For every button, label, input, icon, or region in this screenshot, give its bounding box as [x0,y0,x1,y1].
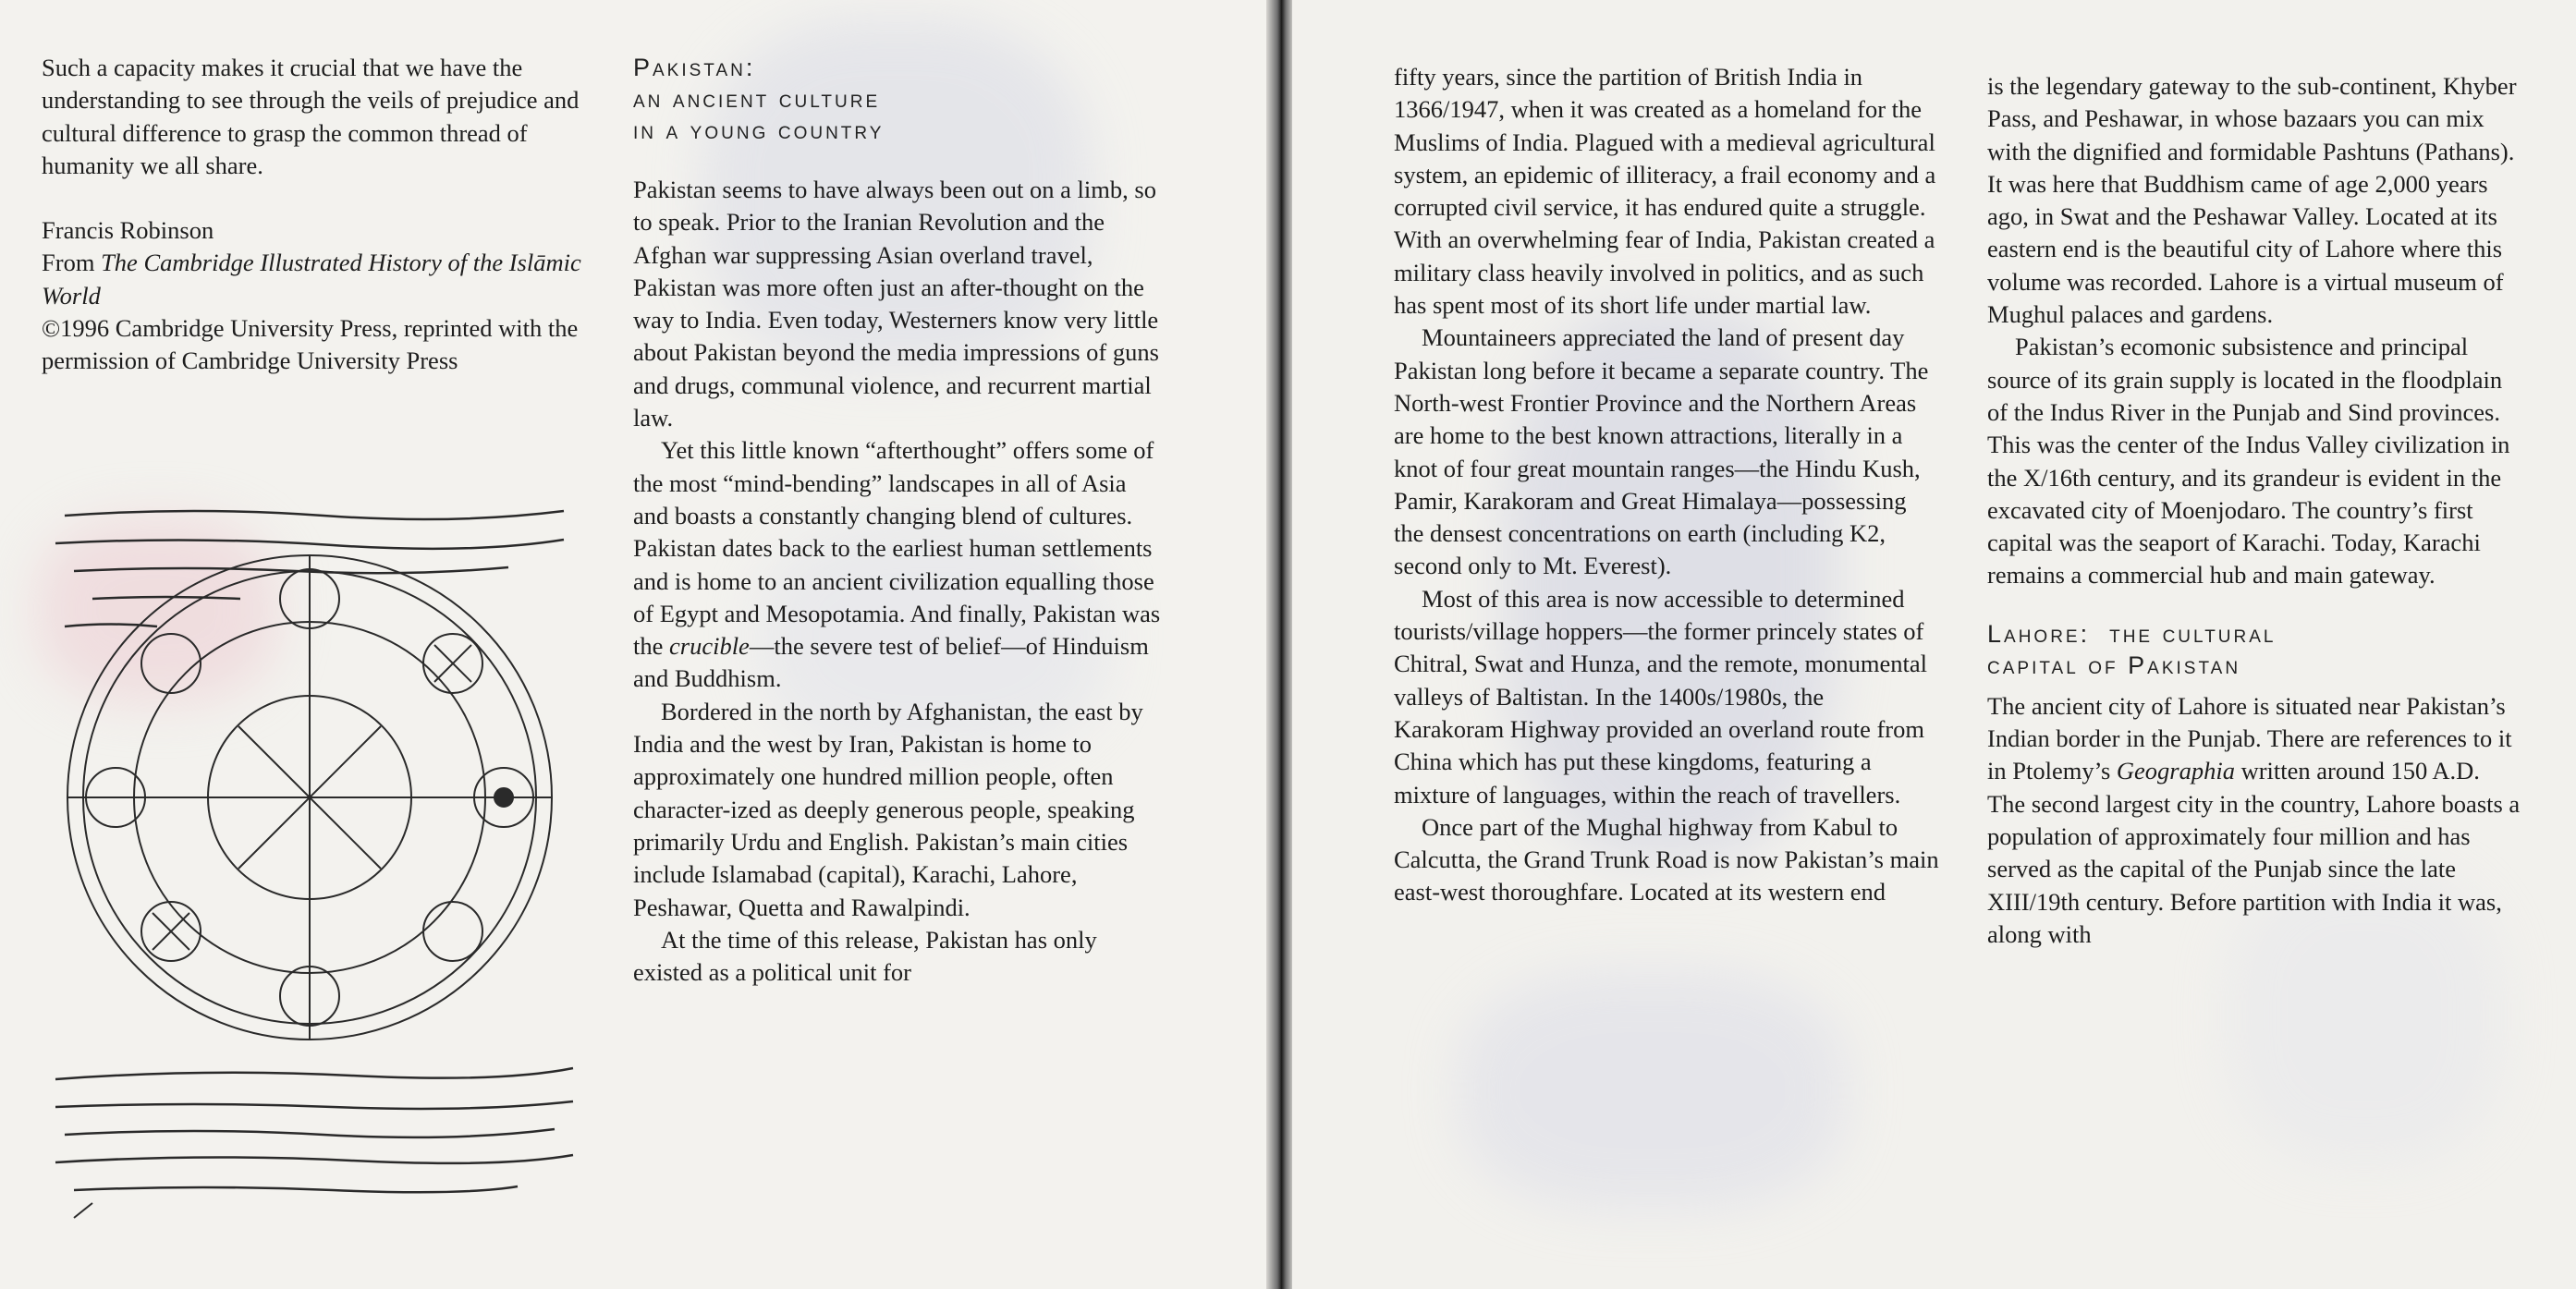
manuscript-astrolabe-illustration [37,488,592,1227]
heading-line: Lahore: the cultural [1987,619,2277,648]
heading-line: Pakistan: [633,54,756,81]
intro-paragraph: Such a capacity makes it crucial that we have the understanding to see through the veils of prejudice and cultural difference to grasp the common thread of humanity we all share. [42,54,580,179]
credit-source [42,247,587,312]
text-run: Yet this little known “afterthought” offers some of the most “mind-bending” landscapes in all of Asia and boasts a constantly changing blend of cultures. Pakistan dates back to the earliest human settlements and is home to an ancient civilization equalling those of Egypt and Mesopotamia. And finally, Pakistan was the [633,436,1161,661]
credit-from-prefix: From [42,249,102,277]
paragraph: Once part of the Mughal highway from Kabul to Calcutta, the Grand Trunk Road is now Pakistan’s main east-west thoroughfare. Located at its western end [1394,812,1939,906]
paragraph: fifty years, since the partition of British India in 1366/1947, when it was created as a homeland for the Muslims of India. Plagued with a medieval agricultural system, an epidemic of illiteracy, a frail economy and a corrupted civil service, it has endured quite a struggle. With an overwhelming fear of India, Pakistan created a military class heavily involved in politics, and as such has spent most of its short life under martial law. [1394,63,1936,320]
right-body-2 [1987,70,2523,592]
text-run: The ancient city of Lahore is situated near Pakistan’s Indian border in the Punjab. There are references to it in Ptolemy’s [1987,691,2512,785]
paragraph: Pakistan’s ecomonic subsistence and principal source of its grain supply is located in the floodplain of the Indus River in the Punjab and Sind provinces. This was the center of the Indus Valley civilization in the X/16th century, and its grandeur is evident in the excavated city of Moenjodaro. The country’s first capital was the seaport of Karachi. Today, Karachi remains a commercial hub and main gateway. [1987,333,2510,590]
text-run: written around 150 A.D. The second largest city in the country, Lahore boasts a population of approximately four million and has served as the capital of the Punjab since the late XIII/19th century. Before partition with India it was, along with [1987,757,2521,948]
credit-author: Francis Robinson [42,216,214,245]
right-column-2 [1987,70,2523,951]
paragraph: Mountaineers appreciated the land of present day Pakistan long before it became a separate country. The North-west Frontier Province and the Northern Areas are home to the best known attractions, literally in a knot of four great mountain ranges—the Hindu Kush, Pamir, Karakoram and Great Himalaya—possessing the densest concentrations on earth (including K2, second only to Mt. Everest). [1394,323,1929,580]
pakistan-body [633,174,1167,989]
paragraph: Pakistan seems to have always been out on a limb, so to speak. Prior to the Iranian Revolution and the Afghan war suppressing Asian overland travel, Pakistan was more often just an after-thought on the way to India. Even today, Westerners know very little about Pakistan beyond the media impressions of guns and drugs, communal violence, and recurrent martial law. [633,176,1159,432]
text-run: —the severe test of belief—of Hinduism and Buddhism. [633,632,1149,693]
section-heading-lahore [1987,618,2523,681]
left-column-2 [633,52,1167,989]
paragraph [1987,690,2523,951]
right-page [1292,0,2576,1289]
left-column-1 [42,52,587,378]
right-body-1 [1394,61,1939,909]
heading-line: capital of Pakistan [1987,651,2241,679]
credit-block [42,214,587,377]
paragraph: is the legendary gateway to the sub-continent, Khyber Pass, and Peshawar, in whose bazaars you can mix with the dignified and formidable Pashtuns (Pathans). It was here that Buddhism came of age 2,000 years ago, in Swat and the Peshawar Valley. Located at its eastern end is the beautiful city of Lahore where this volume was recorded. Lahore is a virtual museum of Mughul palaces and gardens. [1987,72,2517,329]
text-run-italic: crucible [669,632,750,661]
bleed-through-shape [1459,970,1847,1210]
text-run-italic: Geographia [2116,757,2235,785]
heading-line: in a young country [633,116,885,144]
credit-book-title: The Cambridge Illustrated History of the Islāmic World [42,249,581,310]
section-heading-pakistan [633,52,1167,146]
paragraph: At the time of this release, Pakistan has only existed as a political unit for [633,925,1097,987]
left-page [0,0,1274,1289]
book-gutter [1266,0,1294,1289]
paragraph: Most of this area is now accessible to determined tourists/village hoppers—the former princely states of Chitral, Swat and Hunza, and the remote, monumental valleys of Baltistan. In the 1400s/1980s, the Karakoram Highway provided an overland route from China which has put these kingdoms, featuring a mixture of languages, within the reach of travellers. [1394,584,1927,809]
heading-line: an ancient culture [633,85,881,113]
credit-copyright: ©1996 Cambridge University Press, reprinted with the permission of Cambridge University Press [42,314,579,375]
right-column-1 [1394,61,1939,909]
paragraph: Bordered in the north by Afghanistan, the east by India and the west by Iran, Pakistan is home to approximately one hundred million people, often character-ized as deeply generous people, speaking primarily Urdu and English. Pakistan’s main cities include Islamabad (capital), Karachi, Lahore, Peshawar, Quetta and Rawalpindi. [633,697,1143,921]
paragraph [633,434,1167,695]
lahore-body [1987,690,2523,951]
